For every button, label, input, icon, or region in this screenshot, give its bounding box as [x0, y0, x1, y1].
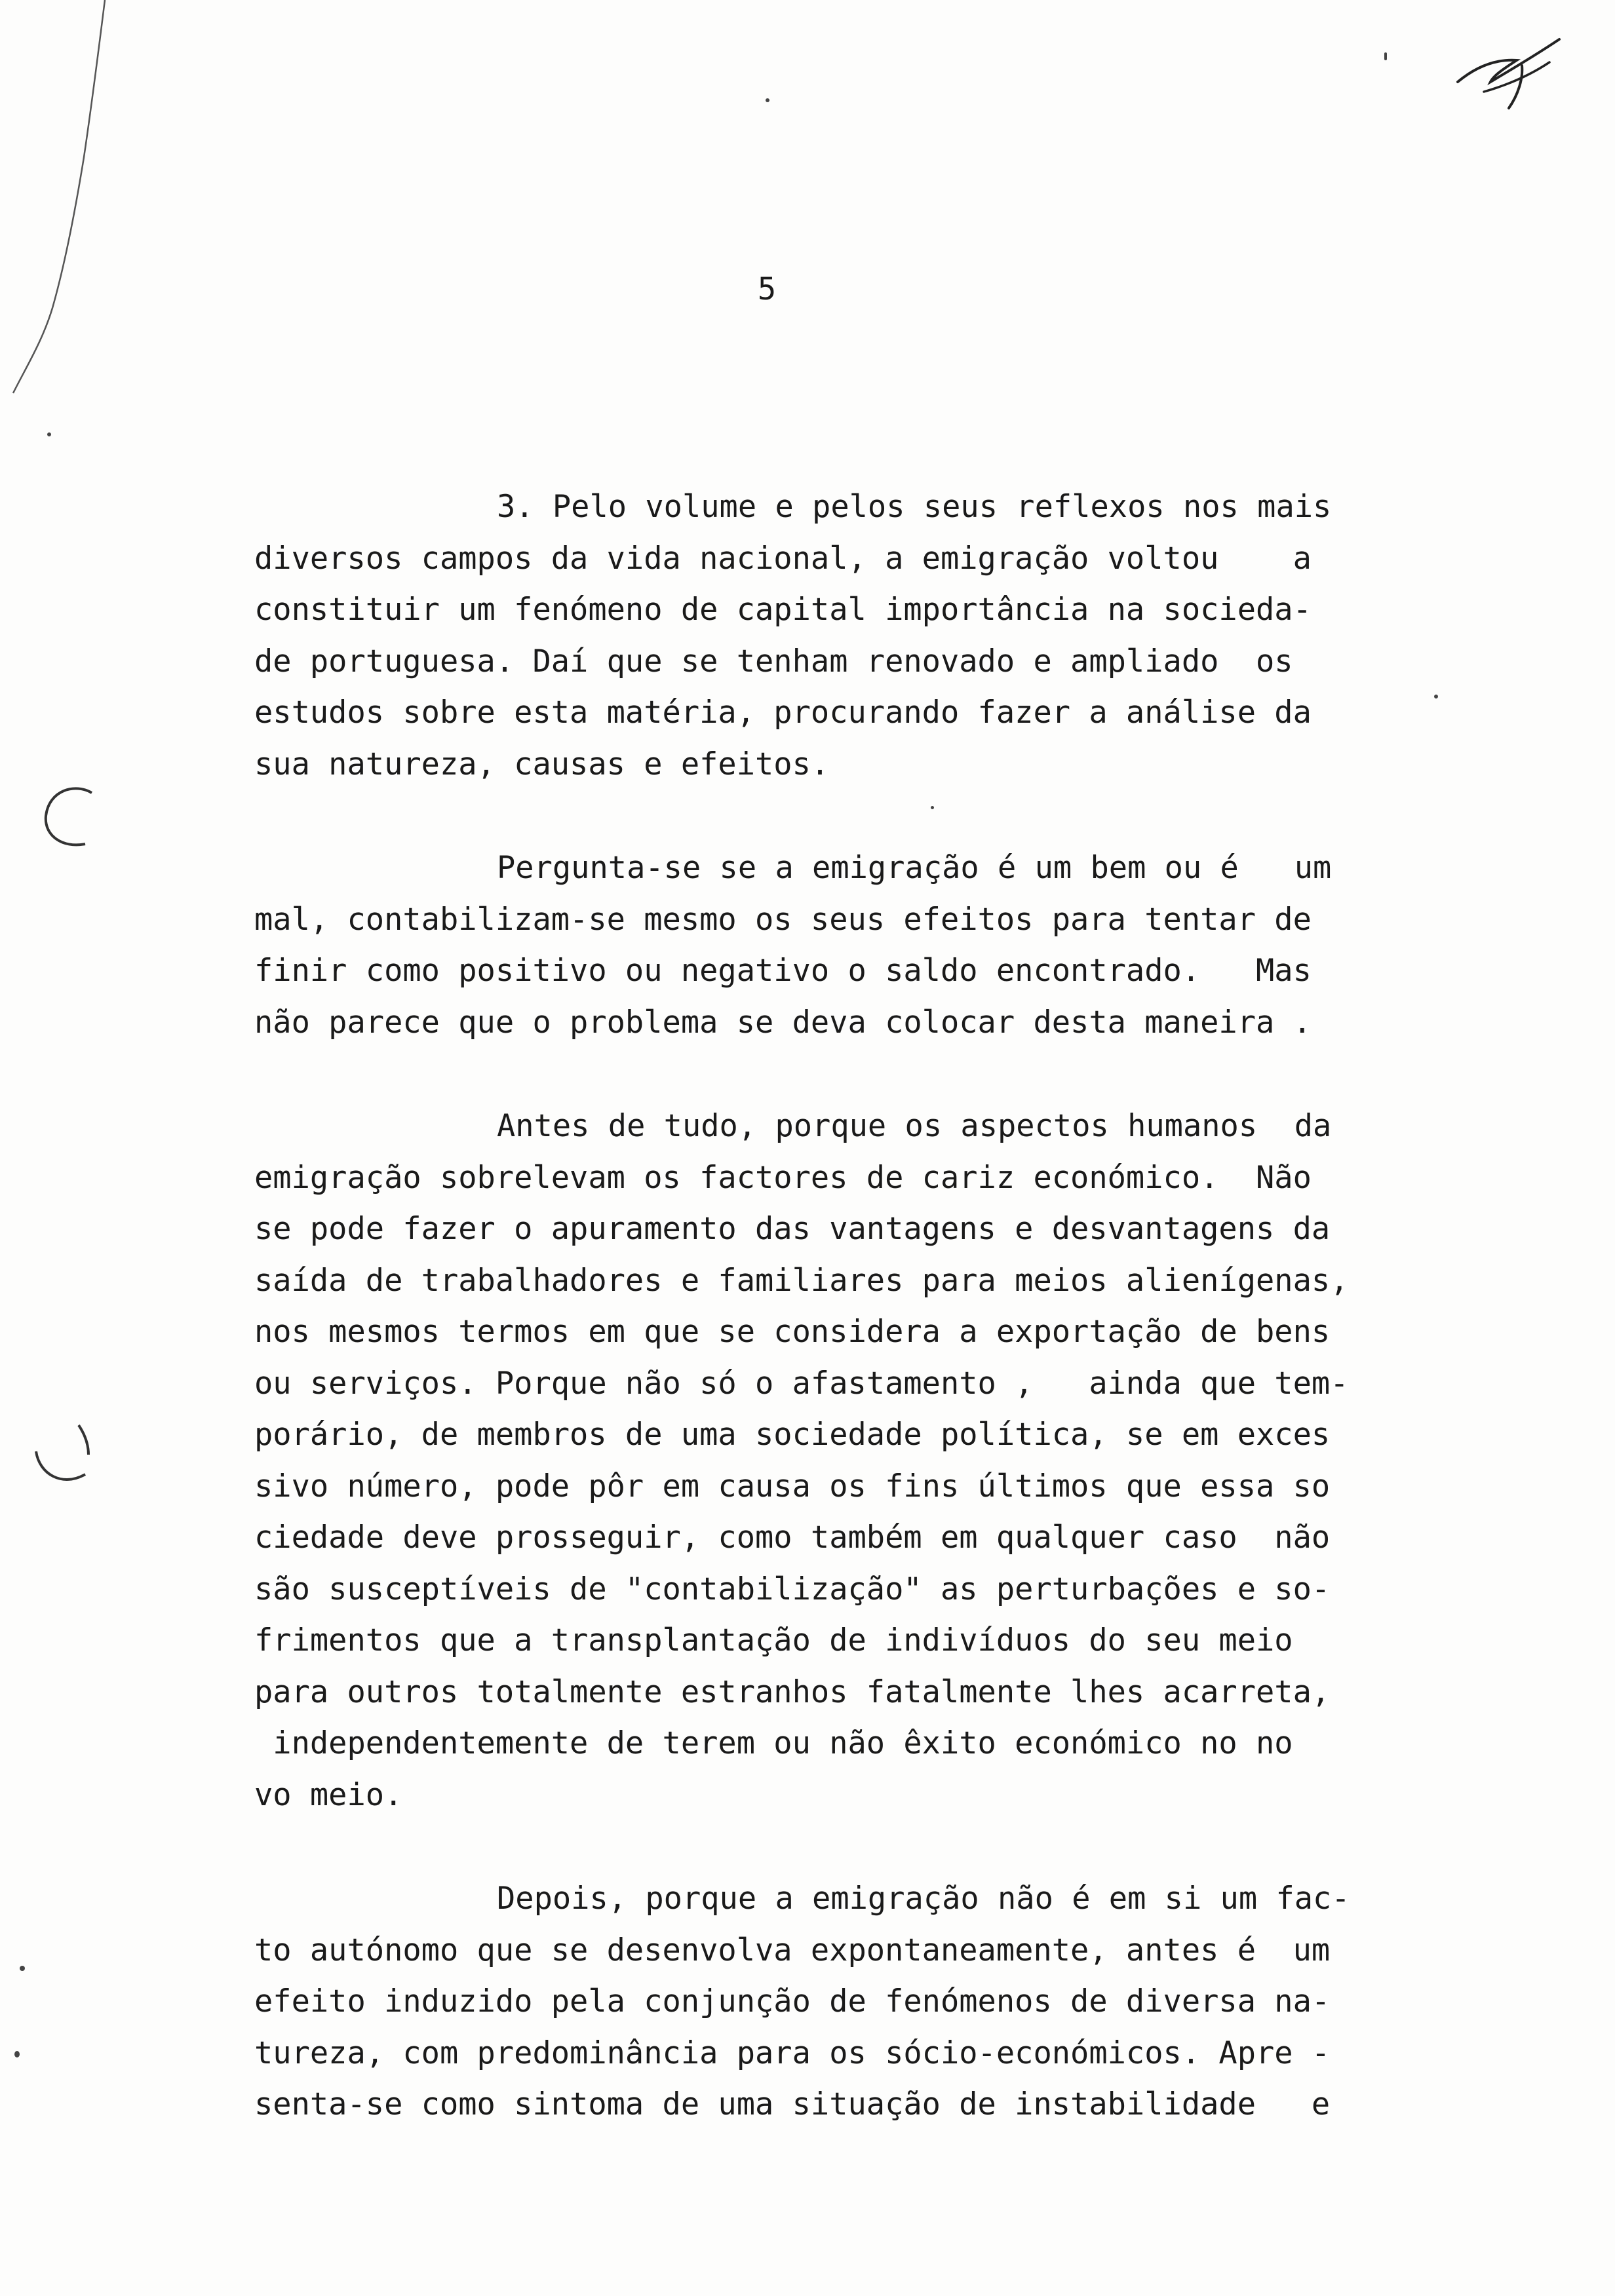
text-line: não parece que o problema se deva colocar desta maneira . [254, 1004, 1312, 1041]
paper-speck [47, 432, 51, 436]
text-line: sivo número, pode pôr em causa os fins últimos que essa so [254, 1468, 1331, 1504]
text-line: tureza, com predominância para os sócio-económicos. Apre - [254, 2035, 1331, 2071]
text-line: constituir um fenómeno de capital importância na socieda- [254, 592, 1312, 628]
document-body [254, 482, 1408, 2183]
handwritten-initials-signature [1445, 20, 1576, 118]
punch-hole-mark [26, 1422, 98, 1494]
text-line: para outros totalmente estranhos fatalmente lhes acarreta, [254, 1674, 1331, 1710]
text-line: to autónomo que se desenvolva expontaneamente, antes é um [254, 1932, 1331, 1968]
text-line: de portuguesa. Daí que se tenham renovado e ampliado os [254, 643, 1293, 679]
text-line: se pode fazer o apuramento das vantagens e desvantagens da [254, 1211, 1331, 1247]
text-line: ciedade deve prosseguir, como também em qualquer caso não [254, 1520, 1331, 1556]
text-line: estudos sobre esta matéria, procurando fazer a análise da [254, 695, 1312, 731]
paragraph-pergunta [254, 843, 1408, 1048]
text-line: efeito induzido pela conjunção de fenómenos de diversa na- [254, 1983, 1331, 2019]
text-line: saída de trabalhadores e familiares para meios alienígenas, [254, 1262, 1349, 1299]
paper-speck [766, 98, 769, 102]
text-line: vo meio. [254, 1776, 403, 1813]
text-line: sua natureza, causas e efeitos. [254, 746, 830, 782]
paper-speck [20, 1966, 25, 1971]
text-line: porário, de membros de uma sociedade política, se em exces [254, 1417, 1331, 1453]
text-line: emigração sobrelevam os factores de cariz económico. Não [254, 1159, 1312, 1196]
paragraph-depois [254, 1873, 1408, 2131]
paper-speck [1434, 695, 1438, 698]
text-line: independentemente de terem ou não êxito económico no no [254, 1725, 1293, 1761]
text-line: Depois, porque a emigração não é em si um fac- [497, 1881, 1350, 1917]
punch-hole-mark [36, 780, 108, 852]
text-line: Antes de tudo, porque os aspectos humanos da [497, 1108, 1332, 1144]
paper-speck [14, 2051, 20, 2057]
paragraph-3-intro [254, 482, 1408, 790]
text-line: mal, contabilizam-se mesmo os seus efeitos para tentar de [254, 901, 1312, 938]
text-line: diversos campos da vida nacional, a emigração voltou a [254, 540, 1312, 577]
paper-speck [1384, 52, 1387, 60]
text-line: finir como positivo ou negativo o saldo encontrado. Mas [254, 953, 1312, 989]
text-line: nos mesmos termos em que se considera a exportação de bens [254, 1314, 1331, 1350]
margin-pencil-mark [0, 0, 131, 406]
text-line: frimentos que a transplantação de indivíduos do seu meio [254, 1622, 1293, 1658]
text-line: são susceptíveis de "contabilização" as perturbações e so- [254, 1571, 1331, 1607]
text-line: senta-se como sintoma de uma situação de instabilidade e [254, 2086, 1331, 2122]
text-line: 3. Pelo volume e pelos seus reflexos nos mais [497, 489, 1332, 525]
text-line: ou serviços. Porque não só o afastamento , ainda que tem- [254, 1365, 1349, 1402]
paragraph-antes-de-tudo [254, 1101, 1408, 1821]
page-number: 5 [757, 271, 777, 307]
text-line: Pergunta-se se a emigração é um bem ou é um [497, 850, 1332, 886]
